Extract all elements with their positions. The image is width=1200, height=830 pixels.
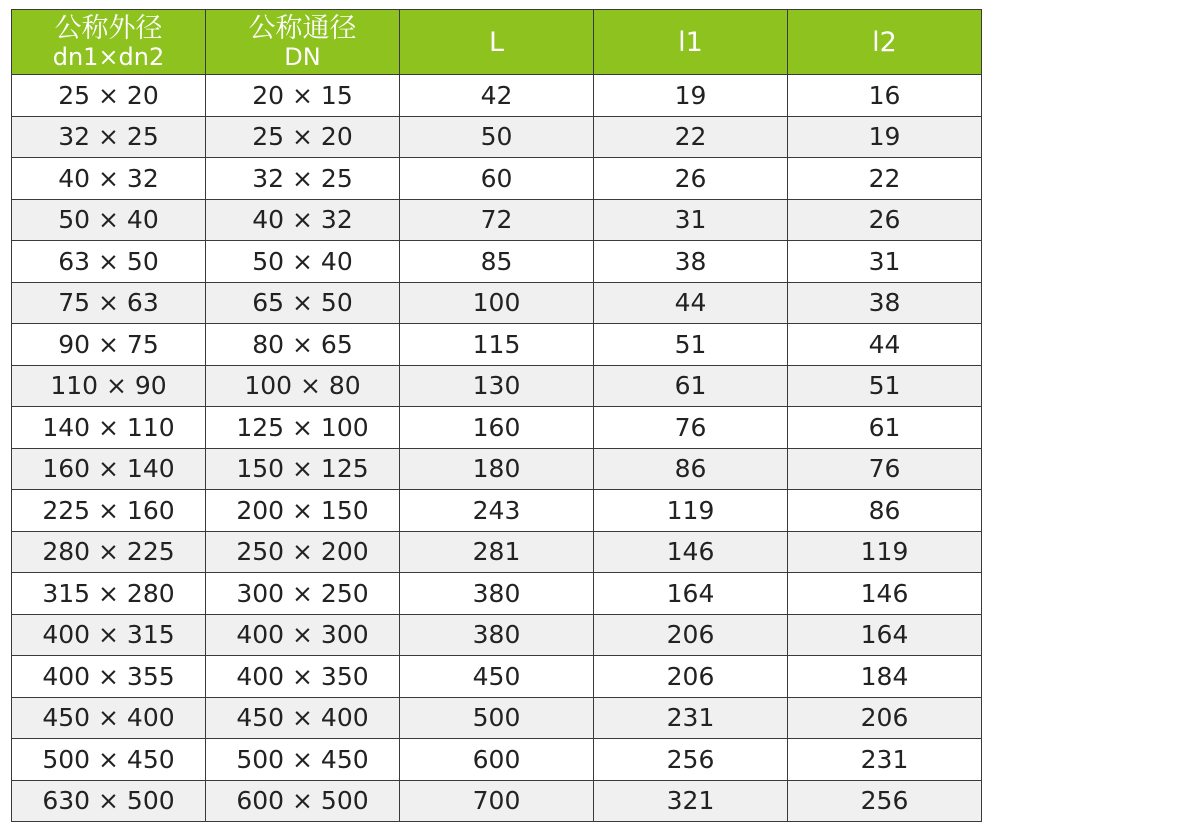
table-row [12,780,982,822]
cell-l1: 76 [594,407,788,449]
cell-l1: 38 [594,241,788,283]
table-row [12,407,982,449]
table-row [12,116,982,158]
header-l1-label: l1 [678,26,703,58]
cell-l1: 206 [594,614,788,656]
cell-nominal-bore: 65 × 50 [206,282,400,324]
cell-nominal-bore: 32 × 25 [206,158,400,200]
cell-outer-diameter: 63 × 50 [12,241,206,283]
cell-nominal-bore: 50 × 40 [206,241,400,283]
table-header [12,10,982,75]
cell-l2: 44 [788,324,982,366]
cell-nominal-bore: 200 × 150 [206,490,400,532]
cell-l2: 61 [788,407,982,449]
cell-l2: 26 [788,199,982,241]
cell-outer-diameter: 630 × 500 [12,780,206,822]
spec-table [11,9,982,822]
table-row [12,158,982,200]
cell-l1: 256 [594,739,788,781]
cell-outer-diameter: 315 × 280 [12,573,206,615]
cell-l1: 164 [594,573,788,615]
cell-outer-diameter: 160 × 140 [12,448,206,490]
cell-l2: 51 [788,365,982,407]
cell-length: 243 [400,490,594,532]
cell-nominal-bore: 20 × 15 [206,75,400,117]
cell-nominal-bore: 300 × 250 [206,573,400,615]
cell-outer-diameter: 32 × 25 [12,116,206,158]
cell-l2: 164 [788,614,982,656]
cell-l1: 61 [594,365,788,407]
cell-l2: 76 [788,448,982,490]
table-row [12,324,982,366]
cell-outer-diameter: 110 × 90 [12,365,206,407]
header-outer-diameter-label: 公称外径 [54,13,163,44]
cell-length: 380 [400,573,594,615]
cell-outer-diameter: 400 × 315 [12,614,206,656]
cell-l2: 184 [788,656,982,698]
cell-l1: 51 [594,324,788,366]
cell-nominal-bore: 150 × 125 [206,448,400,490]
cell-length: 50 [400,116,594,158]
cell-l2: 256 [788,780,982,822]
cell-outer-diameter: 50 × 40 [12,199,206,241]
cell-length: 100 [400,282,594,324]
header-nominal-bore-label: 公称通径 [248,13,357,44]
table-row [12,199,982,241]
cell-outer-diameter: 40 × 32 [12,158,206,200]
table-row [12,75,982,117]
cell-length: 160 [400,407,594,449]
header-row [12,10,982,75]
table-row [12,739,982,781]
table-row [12,241,982,283]
cell-outer-diameter: 280 × 225 [12,531,206,573]
cell-outer-diameter: 25 × 20 [12,75,206,117]
cell-length: 72 [400,199,594,241]
header-l2 [788,10,982,75]
cell-outer-diameter: 450 × 400 [12,697,206,739]
table-row [12,573,982,615]
header-length [400,10,594,75]
cell-outer-diameter: 90 × 75 [12,324,206,366]
cell-l1: 31 [594,199,788,241]
header-nominal-bore [206,10,400,75]
header-outer-diameter-symbol: dn1×dn2 [52,43,165,71]
cell-length: 130 [400,365,594,407]
table-row [12,614,982,656]
cell-nominal-bore: 100 × 80 [206,365,400,407]
header-nominal-bore-symbol: DN [284,43,321,71]
cell-l1: 19 [594,75,788,117]
cell-length: 60 [400,158,594,200]
cell-l1: 119 [594,490,788,532]
table-row [12,531,982,573]
table-row [12,282,982,324]
table-row [12,365,982,407]
cell-l1: 206 [594,656,788,698]
cell-l2: 38 [788,282,982,324]
cell-length: 85 [400,241,594,283]
cell-length: 380 [400,614,594,656]
cell-nominal-bore: 80 × 65 [206,324,400,366]
cell-outer-diameter: 140 × 110 [12,407,206,449]
cell-l1: 146 [594,531,788,573]
cell-length: 281 [400,531,594,573]
header-l2-label: l2 [872,26,897,58]
cell-l2: 206 [788,697,982,739]
cell-outer-diameter: 75 × 63 [12,282,206,324]
cell-l1: 321 [594,780,788,822]
cell-nominal-bore: 600 × 500 [206,780,400,822]
cell-nominal-bore: 125 × 100 [206,407,400,449]
cell-l2: 119 [788,531,982,573]
cell-l2: 16 [788,75,982,117]
cell-l2: 86 [788,490,982,532]
cell-nominal-bore: 25 × 20 [206,116,400,158]
cell-l1: 231 [594,697,788,739]
table-row [12,490,982,532]
cell-l1: 44 [594,282,788,324]
header-outer-diameter [12,10,206,75]
table-row [12,656,982,698]
cell-nominal-bore: 250 × 200 [206,531,400,573]
cell-nominal-bore: 40 × 32 [206,199,400,241]
table-row [12,697,982,739]
cell-nominal-bore: 400 × 350 [206,656,400,698]
cell-length: 115 [400,324,594,366]
cell-outer-diameter: 400 × 355 [12,656,206,698]
cell-nominal-bore: 500 × 450 [206,739,400,781]
cell-l2: 231 [788,739,982,781]
header-length-label: L [488,26,505,58]
cell-length: 500 [400,697,594,739]
cell-l1: 26 [594,158,788,200]
cell-length: 42 [400,75,594,117]
cell-length: 600 [400,739,594,781]
table-row [12,448,982,490]
table-body [12,75,982,822]
cell-length: 180 [400,448,594,490]
cell-length: 450 [400,656,594,698]
header-l1 [594,10,788,75]
cell-l2: 19 [788,116,982,158]
cell-l1: 86 [594,448,788,490]
cell-outer-diameter: 500 × 450 [12,739,206,781]
cell-length: 700 [400,780,594,822]
cell-nominal-bore: 450 × 400 [206,697,400,739]
cell-l2: 22 [788,158,982,200]
cell-l2: 31 [788,241,982,283]
cell-l1: 22 [594,116,788,158]
cell-nominal-bore: 400 × 300 [206,614,400,656]
cell-l2: 146 [788,573,982,615]
cell-outer-diameter: 225 × 160 [12,490,206,532]
